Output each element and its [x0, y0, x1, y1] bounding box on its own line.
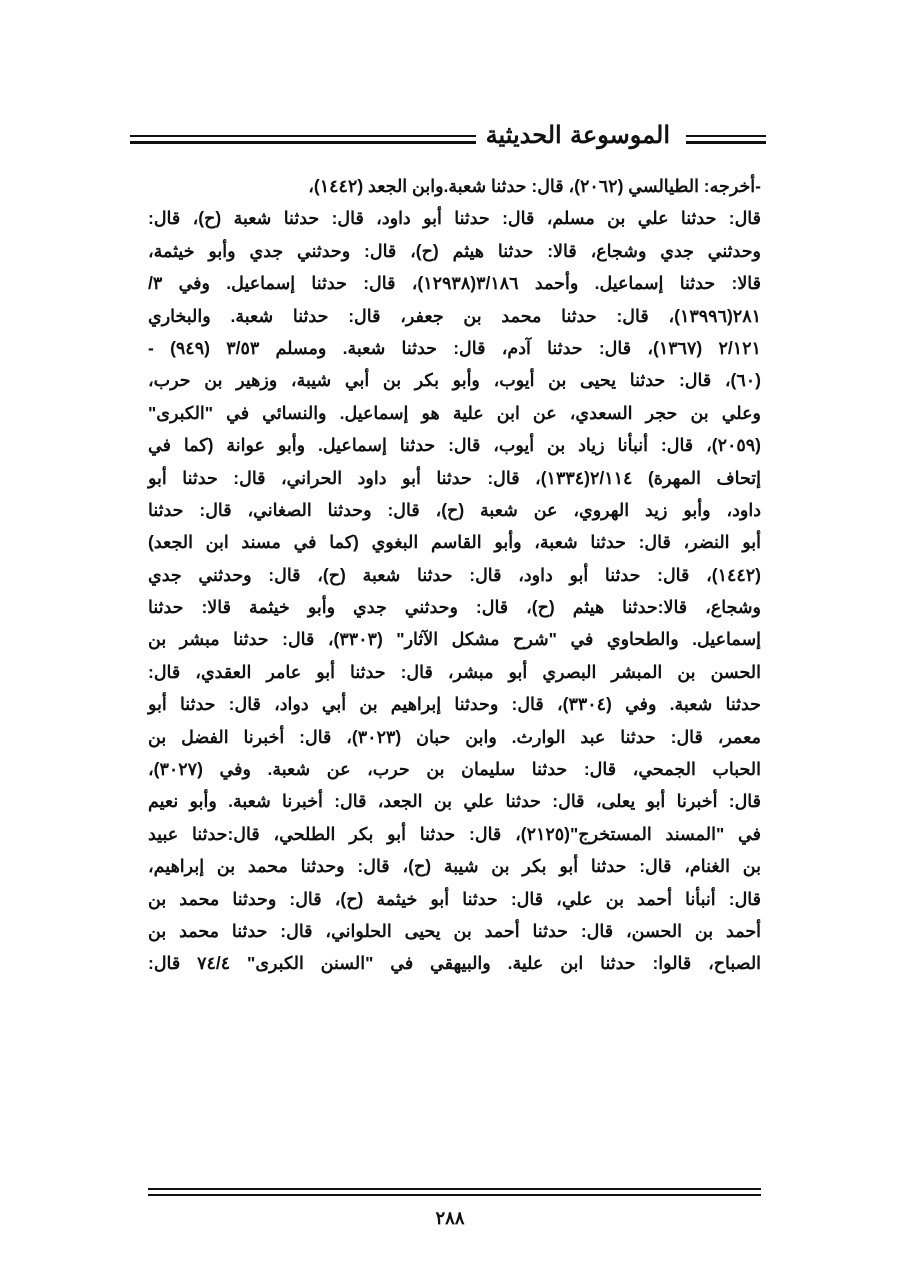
text-line: حدثنا شعبة. وفي (٣٣٠٤)، قال: وحدثنا إبراهيم بن أبي دواد، قال: حدثنا أبو	[148, 694, 761, 715]
main-text	[148, 170, 761, 980]
text-line: الصباح، قالوا: حدثنا ابن علية. والبيهقي في "السنن الكبرى" ٧٤/٤ قال:	[148, 953, 762, 974]
text-line: قال: أنبأنا أحمد بن علي، قال: حدثنا أبو خيثمة (ح)، قال: وحدثنا محمد بن	[148, 888, 761, 909]
page-header	[130, 118, 766, 158]
text-line: في "المسند المستخرج"(٢١٢٥)، قال: حدثنا أبو بكر الطلحي، قال:حدثنا عبيد	[148, 823, 761, 844]
footer-rule	[148, 1194, 761, 1196]
text-line: وشجاع، قالا:حدثنا هيثم (ح)، قال: وحدثني جدي وأبو خيثمة قالا: حدثنا	[148, 597, 761, 618]
text-line: (١٤٤٢)، قال: حدثنا أبو داود، قال: حدثنا شعبة (ح)، قال: وحدثني جدي	[148, 564, 761, 585]
text-line: ٢/١٢١ (١٣٦٧)، قال: حدثنا آدم، قال: حدثنا شعبة. ومسلم ٣/٥٣ (٩٤٩) -	[148, 337, 761, 358]
text-line: وعلي بن حجر السعدي، عن ابن علية هو إسماعيل. والنسائي في "الكبرى"	[148, 402, 761, 423]
text-line: وحدثني جدي وشجاع، قالا: حدثنا هيثم (ح)، قال: وحدثني جدي وأبو خيثمة،	[148, 240, 761, 261]
header-rule-left	[130, 141, 476, 144]
header-rule-right	[686, 141, 766, 144]
text-line: إتحاف المهرة) ٢/١١٤(١٣٣٤)، قال: حدثنا أبو داود الحراني، قال: حدثنا أبو	[148, 467, 761, 488]
text-line: الحسن بن المبشر البصري أبو مبشر، قال: حدثنا أبو عامر العقدي، قال:	[148, 661, 761, 682]
text-line: أحمد بن الحسن، قال: حدثنا أحمد بن يحيى الحلواني، قال: حدثنا محمد بن	[148, 920, 761, 941]
text-line: داود، وأبو زيد الهروي، عن شعبة (ح)، قال: وحدثنا الصغاني، قال: حدثنا	[148, 499, 761, 520]
text-line: قال: أخبرنا أبو يعلى، قال: حدثنا علي بن الجعد، قال: أخبرنا شعبة. وأبو نعيم	[148, 791, 761, 812]
header-title: الموسوعة الحديثية	[485, 120, 670, 149]
footer-rule	[148, 1188, 761, 1190]
text-line: قالا: حدثنا إسماعيل. وأحمد ٣/١٨٦(١٢٩٣٨)، قال: حدثنا إسماعيل. وفي ٣/	[148, 273, 761, 294]
text-line: قال: حدثنا علي بن مسلم، قال: حدثنا أبو داود، قال: حدثنا شعبة (ح)، قال:	[148, 208, 761, 229]
text-line: بن الغنام، قال: حدثنا أبو بكر بن شيبة (ح)، قال: وحدثنا محمد بن إبراهيم،	[148, 856, 761, 877]
text-line: ٢٨١(١٣٩٩٦)، قال: حدثنا محمد بن جعفر، قال: حدثنا شعبة. والبخاري	[148, 305, 761, 326]
text-line: معمر، قال: حدثنا عبد الوارث. وابن حبان (٣٠٢٣)، قال: أخبرنا الفضل بن	[148, 726, 761, 747]
text-line: إسماعيل. والطحاوي في "شرح مشكل الآثار" (٣٣٠٣)، قال: حدثنا مبشر بن	[148, 629, 761, 650]
text-line: -أخرجه: الطيالسي (٢٠٦٢)، قال: حدثنا شعبة.وابن الجعد (١٤٤٢)،	[308, 176, 761, 196]
page-number: ٢٨٨	[435, 1208, 465, 1228]
text-line: الحباب الجمحي، قال: حدثنا سليمان بن حرب، عن شعبة. وفي (٣٠٢٧)،	[148, 759, 761, 780]
text-line: (٦٠)، قال: حدثنا يحيى بن أيوب، وأبو بكر بن أبي شيبة، وزهير بن حرب،	[148, 370, 761, 391]
text-line: (٢٠٥٩)، قال: أنبأنا زياد بن أيوب، قال: حدثنا إسماعيل. وأبو عوانة (كما في	[148, 435, 761, 456]
text-line: أبو النضر، قال: حدثنا شعبة، وأبو القاسم البغوي (كما في مسند ابن الجعد)	[148, 532, 761, 553]
